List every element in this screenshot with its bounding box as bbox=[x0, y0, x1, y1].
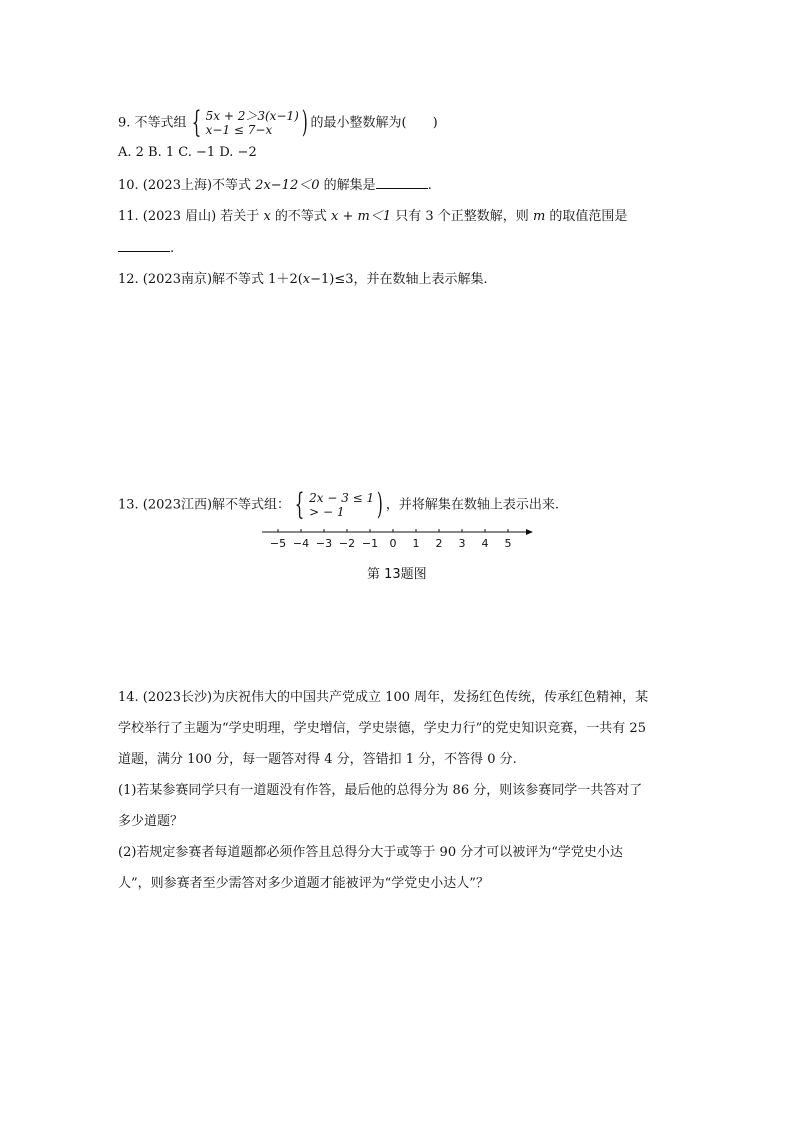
q9-inequality-system bbox=[187, 105, 311, 140]
q13-prefix: 13. (2023江西)解不等式组： bbox=[118, 497, 291, 513]
q11-var-m: m bbox=[532, 209, 546, 224]
question-12 bbox=[118, 270, 488, 290]
question-11-continued bbox=[118, 238, 174, 259]
number-line-tick-label: −1 bbox=[361, 537, 379, 550]
q11-var-x: x bbox=[263, 209, 271, 224]
q11-middle: 的不等式 bbox=[270, 209, 332, 224]
number-line-figure bbox=[258, 524, 538, 554]
q11-after: 只有 3 个正整数解，则 bbox=[391, 209, 533, 224]
q9-system-line-2: x−1 ≤ 7−x bbox=[205, 123, 273, 137]
q13-system-line-2: > − 1 bbox=[309, 505, 345, 519]
question-14-line-2: 学校举行了主题为“学史明理，学史增信，学史崇德，学史力行”的党史知识竞赛，一共有 25 bbox=[118, 721, 646, 736]
q11-suffix: 的取值范围是 bbox=[545, 209, 628, 224]
number-line-tick-label: 0 bbox=[389, 537, 397, 550]
question-13 bbox=[118, 487, 560, 522]
q13-inequality-system bbox=[290, 487, 386, 522]
question-11 bbox=[118, 207, 627, 227]
right-paren-icon: ) bbox=[377, 487, 383, 522]
q10-expression: 2x−12＜0 bbox=[255, 178, 320, 193]
number-line-tick-label: 1 bbox=[412, 537, 420, 550]
question-14-part-1-line-1: (1)若某参赛同学只有一道题没有作答，最后他的总得分为 86 分，则该参赛同学一共答对了 bbox=[118, 783, 643, 798]
q12-var: x bbox=[302, 272, 311, 287]
question-14-line-3: 道题，满分 100 分，每一题答对得 4 分，答错扣 1 分，不答得 0 分. bbox=[118, 752, 517, 767]
q10-suffix: 的解集是 bbox=[319, 178, 376, 193]
q9-suffix: 的最小整数解为( ) bbox=[310, 115, 438, 131]
q11-answer-blank[interactable] bbox=[118, 238, 170, 252]
question-9 bbox=[118, 105, 438, 140]
number-line-tick-label: −4 bbox=[292, 537, 310, 550]
q9-prefix: 9. 不等式组 bbox=[118, 115, 187, 131]
number-line-tick-label: 3 bbox=[458, 537, 466, 550]
number-line-tick-label: −2 bbox=[338, 537, 356, 550]
question-14-part-2-line-1: (2)若规定参赛者每道题都必须作答且总得分大于或等于 90 分才可以被评为“学党史小达 bbox=[118, 845, 623, 860]
q13-system-line-1: 2x − 3 ≤ 1 bbox=[309, 491, 375, 505]
q11-expression: x + m＜1 bbox=[331, 209, 392, 224]
q9-system-line-1: 5x + 2＞3(x−1) bbox=[205, 109, 299, 123]
number-line-tick-label: −5 bbox=[269, 537, 287, 550]
question-14-part-1-line-2: 多少道题？ bbox=[118, 814, 184, 829]
number-line-tick-label: 5 bbox=[504, 537, 512, 550]
q13-suffix: ，并将解集在数轴上表示出来. bbox=[385, 497, 560, 513]
q11-end: . bbox=[170, 241, 175, 256]
question-14-part-2-line-2: 人”，则参赛者至少需答对多少道题才能被评为“学党史小达人”？ bbox=[118, 876, 489, 891]
left-brace-icon: { bbox=[191, 105, 201, 140]
number-line-tick-label: −3 bbox=[315, 537, 333, 550]
question-14-line-1: 14. (2023长沙)为庆祝伟大的中国共产党成立 100 周年，发扬红色传统，传承红色精神，某 bbox=[118, 690, 649, 705]
q10-prefix: 10. (2023上海)不等式 bbox=[118, 178, 256, 193]
number-line-tick-label: 4 bbox=[481, 537, 489, 550]
right-paren-icon: ) bbox=[301, 105, 308, 140]
q12-suffix: −1)≤3，并在数轴上表示解集. bbox=[310, 272, 488, 287]
question-10 bbox=[118, 175, 432, 196]
q10-answer-blank[interactable] bbox=[376, 175, 428, 189]
number-line-arrow-icon bbox=[526, 529, 533, 535]
q10-end: . bbox=[427, 178, 432, 193]
q12-prefix: 12. (2023南京)解不等式 1＋2( bbox=[118, 272, 303, 287]
question-9-options: A. 2 B. 1 C. −1 D. −2 bbox=[118, 145, 257, 160]
left-brace-icon: { bbox=[294, 487, 305, 522]
number-line-tick-label: 2 bbox=[435, 537, 443, 550]
figure-13-caption: 第 13题图 bbox=[367, 567, 427, 582]
q11-prefix: 11. (2023 眉山) 若关于 bbox=[118, 209, 264, 224]
